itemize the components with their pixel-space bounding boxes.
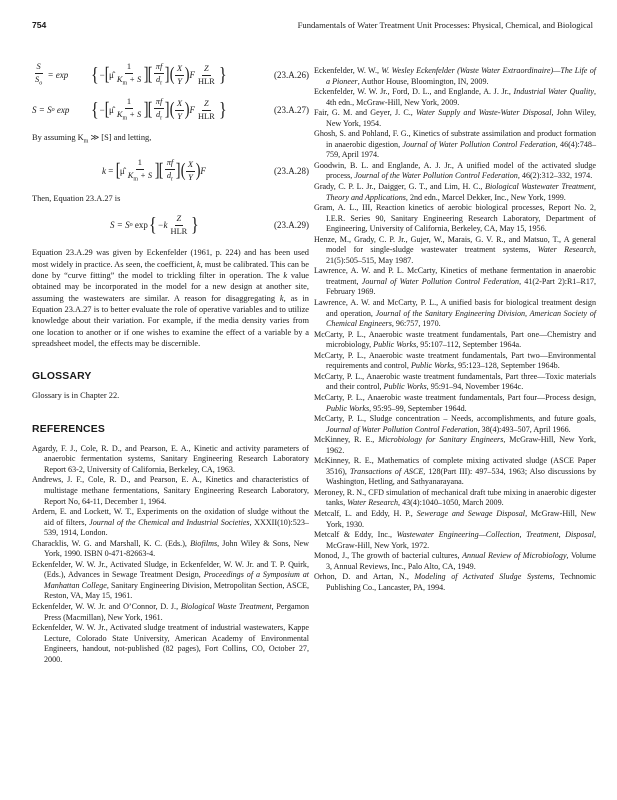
- equation-lhs: S = S o exp: [32, 105, 70, 115]
- reference-entry: McCarty, P. L., Anaerobic waste treatment fundamentals, Part one—Chemistry and microbiology, Public Works, 95:107–112, September 1964a.: [314, 329, 596, 350]
- reference-entry: Metcalf & Eddy, Inc., Wastewater Engineering—Collection, Treatment, Disposal, McGraw-Hill, New York, 1972.: [314, 530, 596, 550]
- reference-entry: Eckenfelder, W. W. Jr. and O’Connor, D. J., Biological Waste Treatment, Pergamon Press (Macmillan), New York, 1961.: [32, 602, 309, 622]
- equation-23-A-28: [32, 158, 309, 184]
- reference-entry: Gram, A. L., III, Reaction kinetics of aerobic biological processes, Report No. 2, I.E.R. Series 90, Sanitary Engineering Research Laboratory, Department of Engineering, University of California, Berkeley, CA, May 15, 1956.: [314, 203, 596, 234]
- equation-body: k = [ μ̂ $\frac{1}{K_m + S}$ ] [ $\frac{\pi f}{d_r}$ ] ( $\frac{X}{Y}$ ) F: [102, 157, 206, 183]
- glossary-text: Glossary is in Chapter 22.: [32, 391, 120, 401]
- reference-entry: Grady, C. P. L. Jr., Daigger, G. T., and Lim, H. C., Biological Wastewater Treatment, Theory and Applications, 2nd edn., Marcel Dekker, Inc., New York, 1999.: [314, 182, 596, 202]
- reference-entry: Orhon, D. and Artan, N., Modeling of Activated Sludge Systems, Technomic Publishing Co., Lancaster, PA, 1994.: [314, 572, 596, 592]
- reference-entry: Ardern, E. and Lockett, W. T., Experiments on the oxidation of sludge without the aid of filters, Journal of the Chemical and Industrial Societies, XXXII(10):523–539, 1914, London.: [32, 507, 309, 538]
- reference-entry: Agardy, F. J., Cole, R. D., and Pearson, E. A., Kinetic and activity parameters of anaerobic fermentation systems, Sanitary Engineering Research Laboratory Report 63-2, University of California, Berkeley, CA, 1963.: [32, 443, 309, 474]
- equation-23-A-26: [32, 62, 309, 88]
- then-text: Then, Equation 23.A.27 is: [32, 194, 121, 204]
- references-list-left: [32, 444, 309, 665]
- equation-23-A-29: [32, 212, 309, 238]
- equation-number: (23.A.29): [274, 220, 309, 231]
- equation-body: S = S o exp { −k $\frac{Z}{\text{HLR}}$ }: [110, 213, 199, 237]
- reference-entry: Ghosh, S. and Pohland, F. G., Kinetics of substrate assimilation and product formation in anaerobic digestion, Journal of Water Pollution Control Federation, 46(4):748–759, April 1974.: [314, 129, 596, 160]
- reference-entry: Eckenfelder, W. W., W. Wesley Eckenfelder (Waste Water Extraordinaire)—The Life of a Pioneer, Author House, Bloomington, IN, 2009.: [314, 66, 596, 86]
- left-column: [32, 62, 309, 665]
- reference-entry: McCarty, P. L., Anaerobic waste treatment fundamentals, Part two—Environmental requirements and control, Public Works, 95:123–128, September 1964b.: [314, 350, 596, 371]
- reference-entry: Lawrence, A. W. and McCarty, P. L., A unified basis for biological treatment design and operation, Journal of the Sanitary Engineering Division, American Society of Chemical Engineers, 96:757, 1970.: [314, 298, 596, 329]
- reference-entry: McKinney, R. E., Microbiology for Sanitary Engineers, McGraw-Hill, New York, 1962.: [314, 435, 596, 455]
- glossary-heading: GLOSSARY: [32, 371, 92, 383]
- equation-number: (23.A.27): [274, 105, 309, 115]
- reference-entry: McKinney, R. E., Mathematics of complete mixing activated sludge (ASCE Paper 3516), Transactions of ASCE, 128(Part III): 497–534, 1963; Also discussions by Washington, Hetling, and Sathyanarayana.: [314, 456, 596, 487]
- assuming-text: By assuming $K_m$ ≫ [S] and letting,: [32, 133, 152, 145]
- reference-entry: Eckenfelder, W. W. Jr., Activated sludge treatment of industrial wastewaters, Kappe Lecture, Colorado State University, American Academy of Environmental Engineers, handout, not-published (82 pages), Fort Collins, CO, October 27, 2000.: [32, 623, 309, 664]
- reference-entry: Monod, J., The growth of bacterial cultures, Annual Review of Microbiology, Volume 3, Annual Reviews, Inc., Palo Alto, CA, 1949.: [314, 551, 596, 571]
- reference-entry: Goodwin, B. L. and Englande, A. J. Jr., A unified model of the activated sludge process, Journal of the Water Pollution Control Federation, 46(2):312–332, 1974.: [314, 160, 596, 181]
- reference-entry: Andrews, J. F., Cole, R. D., and Pearson, E. A., Kinetics and characteristics of multistage methane fermentations, Sanitary Engineering Research Laboratory, Report No, 64-11, December 1, 1964.: [32, 475, 309, 506]
- reference-entry: Fair, G. M. and Geyer, J. C., Water Supply and Waste-Water Disposal, John Wiley, New York, 1954.: [314, 108, 596, 128]
- reference-entry: McCarty, P. L., Anaerobic waste treatment fundamentals, Part four—Process design, Public Works, 95:95–99, September 1964d.: [314, 392, 596, 413]
- equation-lhs: $\frac{S}{S_o}$ = exp: [35, 61, 69, 87]
- equation-number: (23.A.26): [274, 70, 309, 80]
- references-list-right: [314, 66, 596, 593]
- running-title: Fundamentals of Water Treatment Unit Processes: Physical, Chemical, and Biological: [297, 20, 593, 30]
- reference-entry: Eckenfelder, W. W. Jr., Ford, D. L., and Englande, A. J. Jr., Industrial Water Quality, 4th edn., McGraw-Hill, New York, 2009.: [314, 87, 596, 107]
- reference-entry: McCarty, P. L., Sludge concentration – Needs, accomplishments, and future goals, Journal of Water Pollution Control Federation, 38(4):493–507, April 1966.: [314, 414, 596, 434]
- reference-entry: Henze, M., Grady, C. P. Jr., Gujer, W., Marais, G. V. R., and Matsuo, T., A general model for single-sludge wastewater treatment systems, Water Research, 21(5):505–515, May 1987.: [314, 234, 596, 265]
- right-column: [314, 66, 596, 593]
- equation-23-A-27: [32, 97, 309, 123]
- reference-entry: Metcalf, L. and Eddy, H. P., Sewerage and Sewage Disposal, McGraw-Hill, New York, 1930.: [314, 508, 596, 529]
- reference-entry: Characklis, W. G. and Marshall, K. C. (Eds.), Biofilms, John Wiley & Sons, New York, 1990. ISBN 0-471-82663-4.: [32, 538, 309, 559]
- page-number: 754: [32, 20, 47, 30]
- reference-entry: Meroney, R. N., CFD simulation of mechanical draft tube mixing in anaerobic digester tanks, Water Research, 43(4):1040–1050, March 2009.: [314, 487, 596, 508]
- references-heading: REFERENCES: [32, 423, 106, 435]
- discussion-paragraph: Equation 23.A.29 was given by Eckenfelder (1961, p. 224) and has been used most widely in practice. As seen, the coefficient, k, must be calibrated. This can be done by “curve fitting” the model to trickling filter in operation. The k value obtained may be incorporated in the model for a new design at another site, assuming the wastewaters are similar. A reason for disaggregating k, as in Equation 23.A.27 is to better evaluate the role of operative variables and to utilize knowledge about their variation. For example, if the media density varies from one location to another or if one wishes to examine the effect of a variable by a spreadsheet model, the effects may be discernible.: [32, 248, 309, 349]
- equation-body: { − [ μ̂ $\frac{1}{K_m + S}$ ] [ $\frac{\pi f}{d_r}$ ] ( $\frac{X}{Y}$ ) F $\frac{Z}{\text{HLR}}$ }: [90, 61, 227, 87]
- equation-body: { − [ μ̂ $\frac{1}{K_m + S}$ ] [ $\frac{\pi f}{d_r}$ ] ( $\frac{X}{Y}$ ) F $\frac{Z}{\text{HLR}}$ }: [90, 96, 227, 122]
- reference-entry: Lawrence, A. W. and P. L. McCarty, Kinetics of methane fermentation in anaerobic treatment, Journal of Water Pollution Control Federation, 41(2-Part 2):R1–R17, February 1969.: [314, 266, 597, 297]
- reference-entry: Eckenfelder, W. W. Jr., Activated Sludge, in Eckenfelder, W. W. Jr. and T. P. Quirk, (Eds.), Advances in Sewage Treatment Design, Proceedings of a Symposium at Manhattan College, Sanitary Engineering Division, Metropolitan Section, ASCE, Reston, VA, May 15, 1961.: [32, 559, 309, 601]
- equation-number: (23.A.28): [274, 166, 309, 177]
- reference-entry: McCarty, P. L., Anaerobic waste treatment fundamentals, Part three—Toxic materials and their control, Public Works, 95:91–94, November 1964c.: [314, 371, 596, 392]
- running-header: [32, 20, 593, 34]
